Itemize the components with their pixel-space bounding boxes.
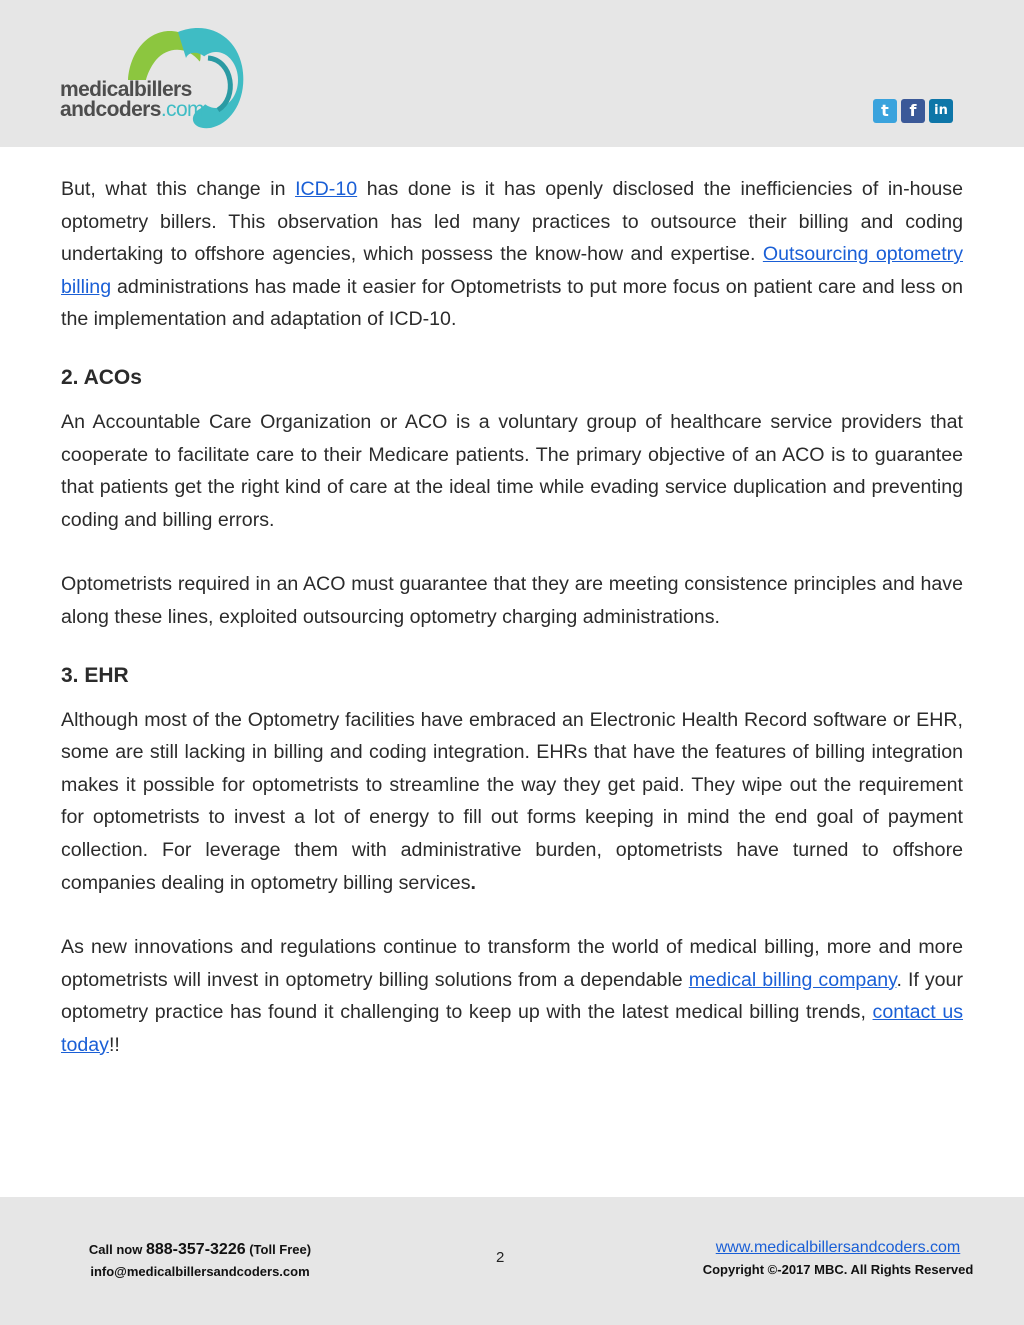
linkedin-icon[interactable]: in xyxy=(929,99,953,123)
icd10-link[interactable]: ICD-10 xyxy=(295,178,358,200)
paragraph-aco-definition: An Accountable Care Organization or ACO is a voluntary group of healthcare service providers that cooperate to facilitate care to their Medicare patients. The primary objective of an ACO is to guarantee that patients get the right kind of care at the ideal time while evading service duplication and preventing coding and billing errors. xyxy=(61,410,963,531)
paragraph-conclusion: As new innovations and regulations continue to transform the world of medical billing, more and more optometrists will invest in optometry billing solutions from a dependable medical billing company. If your optometry practice has found it challenging to keep up with the latest medical billing trends, contact us today!! xyxy=(61,936,964,1056)
logo-wordmark xyxy=(60,80,204,120)
website-link[interactable]: www.medicalbillersandcoders.com xyxy=(715,1239,961,1256)
footer-site-info xyxy=(700,1237,976,1281)
facebook-icon[interactable]: f xyxy=(901,99,925,123)
paragraph-aco-optometrists: Optometrists required in an ACO must guarantee that they are meeting consistence principles and have along these lines, exploited outsourcing optometry charging administrations. xyxy=(61,573,963,628)
footer-email[interactable]: info@medicalbillersandcoders.com xyxy=(90,1264,310,1279)
footer-contact xyxy=(80,1239,320,1283)
page-number: 2 xyxy=(496,1249,505,1266)
logo-line-1: medicalbillers xyxy=(60,78,192,101)
page-header xyxy=(0,0,1024,147)
page-footer xyxy=(0,1197,1024,1325)
medical-billing-company-link[interactable]: medical billing company xyxy=(688,968,897,991)
paragraph-ehr: Although most of the Optometry facilities have embraced an Electronic Health Record software or EHR, some are still lacking in billing and coding integration. EHRs that have the features of billing integration makes it possible for optometrists to streamline the way they get paid. They wipe out the requirement for optometrists to invest a lot of energy to fill out forms keeping in mind the end goal of payment collection. For leverage them with administrative burden, optometrists have turned to offshore companies dealing in optometry billing services. xyxy=(61,708,963,894)
social-links xyxy=(873,99,953,123)
outsourcing-optometry-billing-link[interactable]: Outsourcing optometry billing xyxy=(61,243,963,298)
twitter-icon[interactable]: t xyxy=(873,99,897,123)
contact-us-today-link[interactable]: contact us today xyxy=(61,1001,964,1056)
paragraph-icd10: But, what this change in ICD-10 has done is it has openly disclosed the inefficiencies of in-house optometry billers. This observation has led many practices to outsource their billing and coding undertaking to offshore agencies, which possess the know-how and expertise. Outsourcing optometry billing administrations has made it easier for Optometrists to put more focus on patient care and less on the implementation and adaptation of ICD-10. xyxy=(61,178,963,331)
footer-call-line: Call now 888-357-3226 (Toll Free) xyxy=(88,1241,312,1258)
document-body xyxy=(61,173,963,1061)
phone-number[interactable]: 888-357-3226 xyxy=(145,1241,246,1258)
heading-ehr: 3. EHR xyxy=(61,663,129,687)
heading-acos: 2. ACOs xyxy=(61,365,142,389)
copyright-text: Copyright ©-2017 MBC. All Rights Reserved xyxy=(702,1262,974,1277)
logo-line-2: andcoders.com xyxy=(60,98,204,121)
company-logo[interactable] xyxy=(58,18,298,133)
